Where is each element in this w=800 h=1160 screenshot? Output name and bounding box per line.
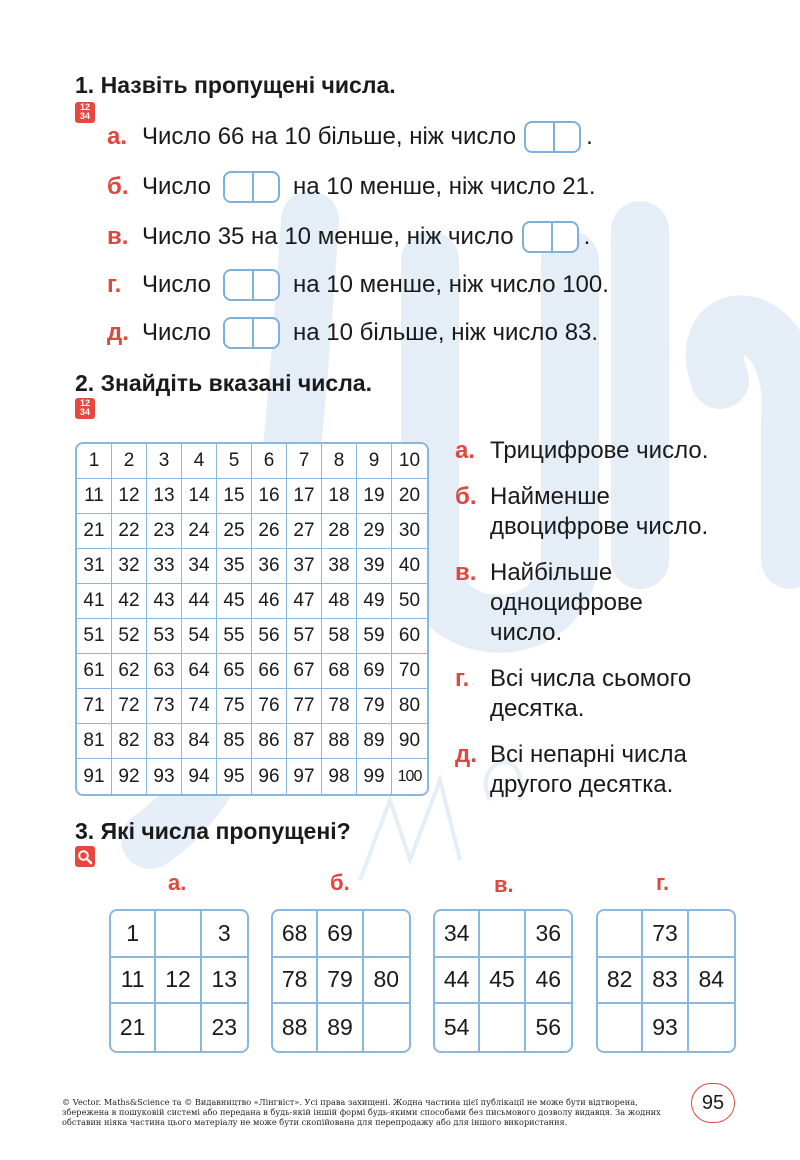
grid-cell: 89 xyxy=(318,1004,363,1051)
hundred-chart-cell: 12 xyxy=(112,479,147,514)
empty-cell[interactable] xyxy=(364,911,409,958)
hundred-chart-cell: 88 xyxy=(322,724,357,759)
grid-d xyxy=(596,909,736,1053)
item-letter: в. xyxy=(455,559,477,586)
hundred-chart-cell: 42 xyxy=(112,584,147,619)
hundred-chart-cell: 68 xyxy=(322,654,357,689)
task3-number: 3. xyxy=(75,818,95,844)
task3-heading xyxy=(75,818,351,845)
hundred-chart-cell: 48 xyxy=(322,584,357,619)
item-line: двоцифрове число. xyxy=(490,513,709,540)
numbers-icon xyxy=(75,398,95,419)
empty-cell[interactable] xyxy=(364,1004,409,1051)
hundred-chart-cell: 92 xyxy=(112,759,147,794)
item-letter: д. xyxy=(455,741,477,768)
item-line: одноцифрове xyxy=(490,589,643,616)
grid-cell: 88 xyxy=(273,1004,318,1051)
item-text xyxy=(490,664,691,724)
hundred-chart-cell: 30 xyxy=(392,514,427,549)
hundred-chart-cell: 29 xyxy=(357,514,392,549)
hundred-chart-cell: 8 xyxy=(322,444,357,479)
hundred-chart-cell: 58 xyxy=(322,619,357,654)
hundred-chart-cell: 27 xyxy=(287,514,322,549)
item-letter: г. xyxy=(455,665,470,692)
hundred-chart-cell: 33 xyxy=(147,549,182,584)
grid-cell: 84 xyxy=(689,958,734,1005)
hundred-chart-cell: 1 xyxy=(77,444,112,479)
grid-cell: 13 xyxy=(202,958,247,1005)
grid-cell: 46 xyxy=(526,958,571,1005)
item-line: Всі непарні числа xyxy=(490,741,687,768)
hundred-chart-cell: 94 xyxy=(182,759,217,794)
hundred-chart-cell: 37 xyxy=(287,549,322,584)
task1-heading xyxy=(75,72,396,99)
item-letter: г. xyxy=(107,271,122,298)
hundred-chart-cell: 7 xyxy=(287,444,322,479)
hundred-chart-cell: 14 xyxy=(182,479,217,514)
hundred-chart-cell: 60 xyxy=(392,619,427,654)
task2-title: Знайдіть вказані числа. xyxy=(100,370,372,396)
item-line: Всі числа сьомого xyxy=(490,665,692,692)
hundred-chart-cell: 69 xyxy=(357,654,392,689)
hundred-chart-cell: 87 xyxy=(287,724,322,759)
item-text xyxy=(490,740,687,800)
hundred-chart-cell: 81 xyxy=(77,724,112,759)
hundred-chart-cell: 55 xyxy=(217,619,252,654)
numbers-icon xyxy=(75,102,95,123)
grid-cell: 83 xyxy=(643,958,688,1005)
item-text: Число xyxy=(142,271,212,298)
hundred-chart xyxy=(75,442,429,796)
task1-number: 1. xyxy=(75,72,95,98)
hundred-chart-cell: 64 xyxy=(182,654,217,689)
page-number: 95 xyxy=(691,1083,735,1123)
hundred-chart-cell: 39 xyxy=(357,549,392,584)
grid-cell: 12 xyxy=(156,958,201,1005)
hundred-chart-cell: 90 xyxy=(392,724,427,759)
grid-c-label: в. xyxy=(494,872,514,897)
hundred-chart-cell: 24 xyxy=(182,514,217,549)
grid-cell: 45 xyxy=(480,958,525,1005)
hundred-chart-cell: 19 xyxy=(357,479,392,514)
grid-c xyxy=(433,909,573,1053)
hundred-chart-cell: 2 xyxy=(112,444,147,479)
item-text: Число xyxy=(142,319,212,346)
hundred-chart-cell: 80 xyxy=(392,689,427,724)
hundred-chart-cell: 98 xyxy=(322,759,357,794)
task1-title: Назвіть пропущені числа. xyxy=(100,72,396,98)
hundred-chart-cell: 17 xyxy=(287,479,322,514)
hundred-chart-cell: 86 xyxy=(252,724,287,759)
hundred-chart-cell: 41 xyxy=(77,584,112,619)
item-text xyxy=(490,482,708,542)
hundred-chart-cell: 43 xyxy=(147,584,182,619)
item-letter: в. xyxy=(107,223,129,250)
hundred-chart-cell: 32 xyxy=(112,549,147,584)
task2-number: 2. xyxy=(75,370,95,396)
hundred-chart-cell: 6 xyxy=(252,444,287,479)
hundred-chart-cell: 3 xyxy=(147,444,182,479)
item-text-after: . xyxy=(583,223,591,250)
item-line: число. xyxy=(490,619,563,646)
hundred-chart-cell: 97 xyxy=(287,759,322,794)
hundred-chart-cell: 85 xyxy=(217,724,252,759)
hundred-chart-cell: 38 xyxy=(322,549,357,584)
empty-cell[interactable] xyxy=(689,911,734,958)
grid-cell: 93 xyxy=(643,1004,688,1051)
hundred-chart-cell: 53 xyxy=(147,619,182,654)
hundred-chart-cell: 16 xyxy=(252,479,287,514)
task3-title: Які числа пропущені? xyxy=(100,818,351,844)
hundred-chart-cell: 100 xyxy=(397,767,422,785)
grid-a xyxy=(109,909,249,1053)
hundred-chart-cell: 61 xyxy=(77,654,112,689)
item-text-after: на 10 менше, ніж число 100. xyxy=(293,271,609,298)
item-letter: а. xyxy=(107,123,128,150)
hundred-chart-cell: 74 xyxy=(182,689,217,724)
hundred-chart-cell: 46 xyxy=(252,584,287,619)
item-text: Число xyxy=(142,173,212,200)
grid-cell: 82 xyxy=(598,958,643,1005)
hundred-chart-cell: 99 xyxy=(357,759,392,794)
hundred-chart-cell: 22 xyxy=(112,514,147,549)
hundred-chart-cell: 63 xyxy=(147,654,182,689)
answer-box[interactable] xyxy=(223,171,280,203)
hundred-chart-cell: 4 xyxy=(182,444,217,479)
hundred-chart-cell: 11 xyxy=(77,479,112,514)
item-line: Найменше xyxy=(490,483,610,510)
item-text xyxy=(490,558,643,648)
hundred-chart-cell: 71 xyxy=(77,689,112,724)
grid-b-label: б. xyxy=(330,870,350,895)
empty-cell[interactable] xyxy=(480,911,525,958)
item-text-after: на 10 менше, ніж число 21. xyxy=(293,173,596,200)
hundred-chart-cell: 51 xyxy=(77,619,112,654)
hundred-chart-cell: 36 xyxy=(252,549,287,584)
item-letter: д. xyxy=(107,319,129,346)
hundred-chart-cell: 25 xyxy=(217,514,252,549)
hundred-chart-cell: 65 xyxy=(217,654,252,689)
item-text-after: на 10 більше, ніж число 83. xyxy=(293,319,599,346)
hundred-chart-cell: 21 xyxy=(77,514,112,549)
item-letter: б. xyxy=(455,483,477,510)
item-line: Найбільше xyxy=(490,559,613,586)
copyright-notice: © Vector. Maths&Science та © Видавництво «Лінгвіст». Усі права захищені. Жодна частина цієї публікації не може бути відтворена, збережена в пошуковій системі або передана в будь-якій іншій формі будь-якими способами без письмового дозволу видавця. За жодних обставин ніяка частина цього матеріалу не може бути скопійована для перепродажу або для іншого використання. xyxy=(62,1097,661,1127)
hundred-chart-cell: 83 xyxy=(147,724,182,759)
grid-cell: 11 xyxy=(111,958,156,1005)
hundred-chart-cell: 56 xyxy=(252,619,287,654)
hundred-chart-cell: 96 xyxy=(252,759,287,794)
grid-cell: 34 xyxy=(435,911,480,958)
hundred-chart-cell: 59 xyxy=(357,619,392,654)
task2-heading xyxy=(75,370,372,397)
hundred-chart-cell: 47 xyxy=(287,584,322,619)
hundred-chart-cell: 34 xyxy=(182,549,217,584)
hundred-chart-cell: 18 xyxy=(322,479,357,514)
hundred-chart-cell: 91 xyxy=(77,759,112,794)
hundred-chart-cell: 95 xyxy=(217,759,252,794)
grid-cell: 68 xyxy=(273,911,318,958)
task1-item-c xyxy=(107,220,590,254)
task1-item-b xyxy=(107,170,596,204)
item-line: Трицифрове число. xyxy=(490,437,709,464)
grid-d-label: г. xyxy=(656,870,670,895)
hundred-chart-cell: 75 xyxy=(217,689,252,724)
item-line: другого десятка. xyxy=(490,771,674,798)
hundred-chart-cell: 45 xyxy=(217,584,252,619)
hundred-chart-cell: 31 xyxy=(77,549,112,584)
hundred-chart-cell: 35 xyxy=(217,549,252,584)
grid-cell: 23 xyxy=(211,1014,238,1041)
hundred-chart-cell: 66 xyxy=(252,654,287,689)
item-line: десятка. xyxy=(490,695,585,722)
grid-b xyxy=(271,909,411,1053)
hundred-chart-cell: 50 xyxy=(392,584,427,619)
hundred-chart-cell: 40 xyxy=(392,549,427,584)
empty-cell[interactable] xyxy=(156,911,201,958)
grid-cell: 3 xyxy=(202,911,247,958)
hundred-chart-cell: 84 xyxy=(182,724,217,759)
task1-item-d xyxy=(107,268,609,302)
answer-box[interactable] xyxy=(524,121,581,153)
grid-cell: 54 xyxy=(435,1004,480,1051)
grid-cell: 21 xyxy=(111,1004,156,1051)
hundred-chart-cell: 23 xyxy=(147,514,182,549)
hundred-chart-cell: 76 xyxy=(252,689,287,724)
hundred-chart-cell: 62 xyxy=(112,654,147,689)
task1-item-a xyxy=(107,120,593,154)
item-letter: б. xyxy=(107,173,129,200)
hundred-chart-cell: 44 xyxy=(182,584,217,619)
hundred-chart-cell: 79 xyxy=(357,689,392,724)
numbers-icon-top: 12 xyxy=(79,102,90,112)
hundred-chart-cell: 82 xyxy=(112,724,147,759)
hundred-chart-cell: 70 xyxy=(392,654,427,689)
hundred-chart-cell: 57 xyxy=(287,619,322,654)
hundred-chart-cell: 10 xyxy=(392,444,427,479)
hundred-chart-cell: 93 xyxy=(147,759,182,794)
item-text-after: . xyxy=(586,123,593,150)
task1-item-e xyxy=(107,316,598,350)
grid-cell: 69 xyxy=(318,911,363,958)
grid-cell: 73 xyxy=(643,911,688,958)
grid-cell: 1 xyxy=(111,911,156,958)
grid-cell: 56 xyxy=(535,1014,562,1041)
empty-cell[interactable] xyxy=(598,1004,643,1051)
grid-cell: 78 xyxy=(273,958,318,1005)
grid-cell: 44 xyxy=(435,958,480,1005)
hundred-chart-cell: 15 xyxy=(217,479,252,514)
numbers-icon-top: 12 xyxy=(79,398,90,408)
hundred-chart-cell: 67 xyxy=(287,654,322,689)
hundred-chart-cell: 49 xyxy=(357,584,392,619)
hundred-chart-cell: 26 xyxy=(252,514,287,549)
item-text: Число 35 на 10 менше, ніж число xyxy=(142,223,514,250)
item-text: Число 66 на 10 більше, ніж число xyxy=(142,123,517,150)
hundred-chart-cell: 72 xyxy=(112,689,147,724)
hundred-chart-cell: 9 xyxy=(357,444,392,479)
grid-cell: 80 xyxy=(364,958,409,1005)
answer-box[interactable] xyxy=(223,317,280,349)
magnifier-glyph xyxy=(77,849,93,865)
item-letter: а. xyxy=(455,437,476,464)
magnifier-icon xyxy=(75,846,95,867)
hundred-chart-cell: 5 xyxy=(217,444,252,479)
grid-cell: 36 xyxy=(526,911,571,958)
hundred-chart-cell: 78 xyxy=(322,689,357,724)
hundred-chart-cell: 89 xyxy=(357,724,392,759)
numbers-icon-bottom: 34 xyxy=(79,111,90,121)
hundred-chart-cell: 73 xyxy=(147,689,182,724)
empty-cell[interactable] xyxy=(689,1004,734,1051)
empty-cell[interactable] xyxy=(156,1004,201,1051)
numbers-icon-bottom: 34 xyxy=(79,407,90,417)
hundred-chart-cell: 54 xyxy=(182,619,217,654)
hundred-chart-cell: 52 xyxy=(112,619,147,654)
item-text xyxy=(490,436,708,466)
empty-cell[interactable] xyxy=(480,1004,525,1051)
hundred-chart-cell: 20 xyxy=(392,479,427,514)
hundred-chart-cell: 77 xyxy=(287,689,322,724)
answer-box[interactable] xyxy=(522,221,579,253)
grid-cell: 79 xyxy=(318,958,363,1005)
answer-box[interactable] xyxy=(223,269,280,301)
grid-a-label: а. xyxy=(168,870,187,895)
empty-cell[interactable] xyxy=(598,911,643,958)
hundred-chart-cell: 28 xyxy=(322,514,357,549)
hundred-chart-cell: 13 xyxy=(147,479,182,514)
